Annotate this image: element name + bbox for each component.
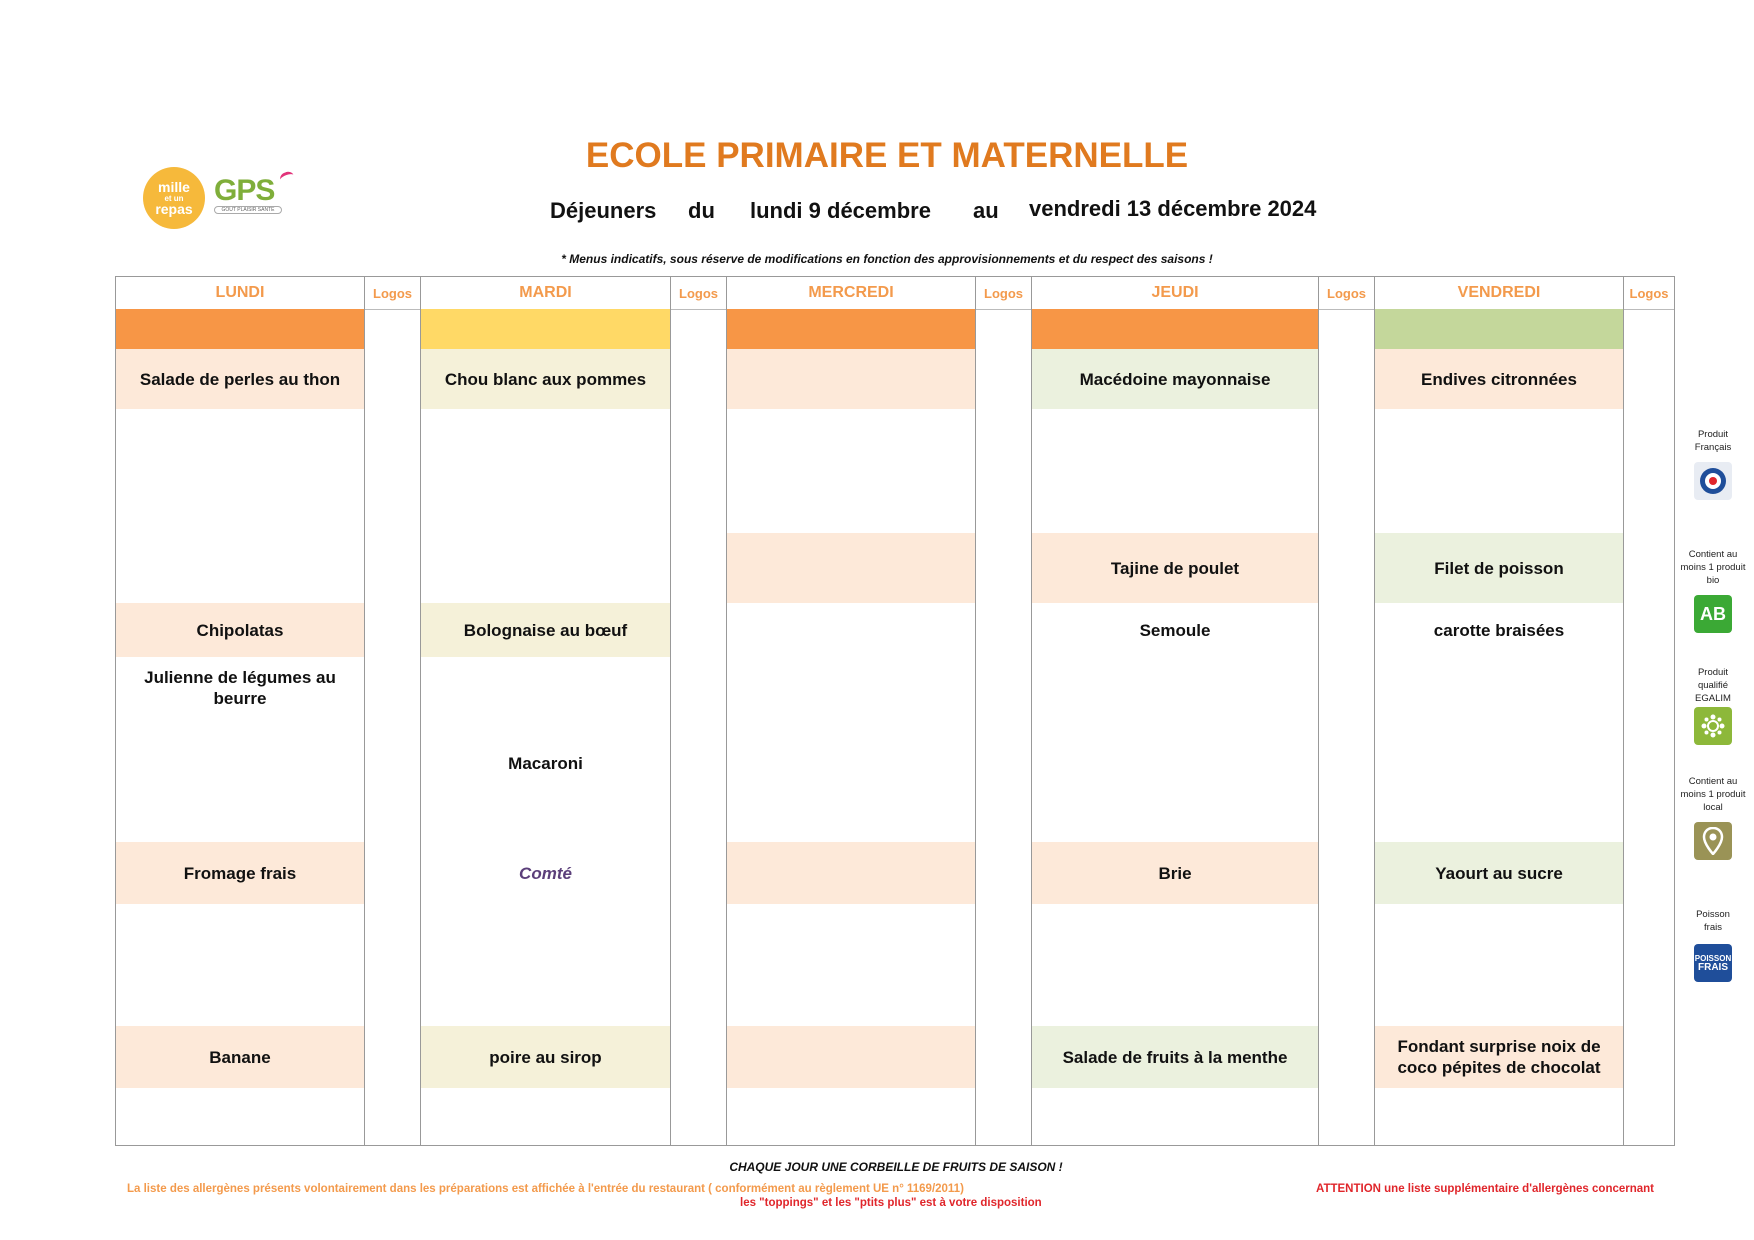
column-tuesday [421,277,671,1145]
menu-starter: Chou blanc aux pommes [421,349,670,409]
menu-cheese: Comté [519,863,572,883]
legend-label: Poisson frais [1696,909,1730,933]
menu-main: Bolognaise au bœuf [421,603,670,657]
legend-french [1680,428,1746,500]
french-flag-icon [1694,462,1732,500]
empty-cheese-cell [727,842,975,904]
legend-fish [1680,908,1746,982]
column-logos [671,277,727,1145]
from-label: du [688,198,715,223]
menu-side: Semoule [1139,620,1211,640]
fruit-basket-note: CHAQUE JOUR UNE CORBEILLE DE FRUITS DE SAISON ! [729,1160,1063,1174]
end-date: vendredi 13 décembre 2024 [1029,196,1317,221]
logos-header: Logos [671,277,726,310]
legend-label: Contient au moins 1 produit bio [1680,549,1746,586]
column-logos [365,277,421,1145]
menu-cheese: Brie [1032,842,1318,904]
menu-cheese: Yaourt au sucre [1375,842,1623,904]
day-header-thursday: JEUDI [1032,277,1318,310]
column-friday [1375,277,1624,1145]
column-monday [116,277,365,1145]
menu-side: Macaroni [508,753,583,773]
lunch-label: Déjeuners [550,198,657,223]
logos-header: Logos [976,277,1031,310]
column-logos [1624,277,1674,1145]
menu-dessert: Salade de fruits à la menthe [1032,1026,1318,1088]
menu-dessert: Banane [116,1026,364,1088]
menu-main: Filet de poisson [1375,533,1623,603]
empty-starter-cell [727,349,975,409]
menu-starter: Endives citronnées [1375,349,1623,409]
bio-ab-icon: AB [1694,595,1732,633]
gps-logo-tagline: GOUT PLAISIR SANTE [214,206,282,214]
fresh-fish-icon: POISSON FRAIS [1694,944,1732,982]
allergen-notice: La liste des allergènes présents volontairement dans les préparations est affichée à l'entrée du restaurant ( conformément au règlement UE n° 1169/2011) [127,1183,964,1195]
menu-starter: Salade de perles au thon [116,349,364,409]
logo-line: mille [158,178,190,195]
logos-header: Logos [365,277,420,310]
menu-starter: Macédoine mayonnaise [1032,349,1318,409]
color-band [421,309,670,349]
menu-table [115,276,1675,1146]
empty-main-cell [727,533,975,603]
to-label: au [973,198,999,223]
menu-dessert: poire au sirop [421,1026,670,1088]
menu-side: Julienne de légumes au beurre [144,668,336,708]
logos-header: Logos [1319,277,1374,310]
logos-header: Logos [1624,277,1674,310]
day-header-monday: LUNDI [116,277,364,310]
egalim-icon [1694,707,1732,745]
column-logos [1319,277,1375,1145]
empty-dessert-cell [727,1026,975,1088]
day-header-wednesday: MERCREDI [727,277,975,310]
legend-bio [1680,548,1746,633]
logo-line: repas [155,200,193,217]
legend-label: Contient au moins 1 produit local [1680,776,1746,813]
column-wednesday [727,277,976,1145]
color-band [1032,309,1318,349]
menu-disclaimer: * Menus indicatifs, sous réserve de modifications en fonction des approvisionnements et du respect des saisons ! [561,252,1213,266]
column-thursday [1032,277,1319,1145]
legend-egalim [1680,666,1746,745]
gps-logo-text: GPS [214,174,275,207]
legend-label: Produit Français [1694,429,1732,453]
start-date: lundi 9 décembre [750,198,931,223]
legend-label: Produit qualifié EGALIM [1695,667,1731,704]
menu-side: carotte braisées [1433,620,1565,640]
color-band [727,309,975,349]
color-band [116,309,364,349]
day-header-friday: VENDREDI [1375,277,1623,310]
location-pin-icon [1694,822,1732,860]
toppings-notice: les "toppings" et les "ptits plus" est à votre disposition [740,1197,1042,1209]
mille-et-un-repas-logo [143,167,205,229]
gps-logo [214,174,300,224]
color-band [1375,309,1623,349]
menu-cheese: Fromage frais [116,842,364,904]
column-logos [976,277,1032,1145]
day-header-tuesday: MARDI [421,277,670,310]
menu-dessert: Fondant surprise noix de coco pépites de chocolat [1375,1026,1623,1088]
legend-local [1680,775,1746,860]
logo-line: et un [164,193,184,203]
menu-main: Chipolatas [116,603,364,657]
attention-notice: ATTENTION une liste supplémentaire d'allergènes concernant [1316,1183,1655,1195]
menu-main: Tajine de poulet [1032,533,1318,603]
page-title: ECOLE PRIMAIRE ET MATERNELLE [585,136,1189,175]
